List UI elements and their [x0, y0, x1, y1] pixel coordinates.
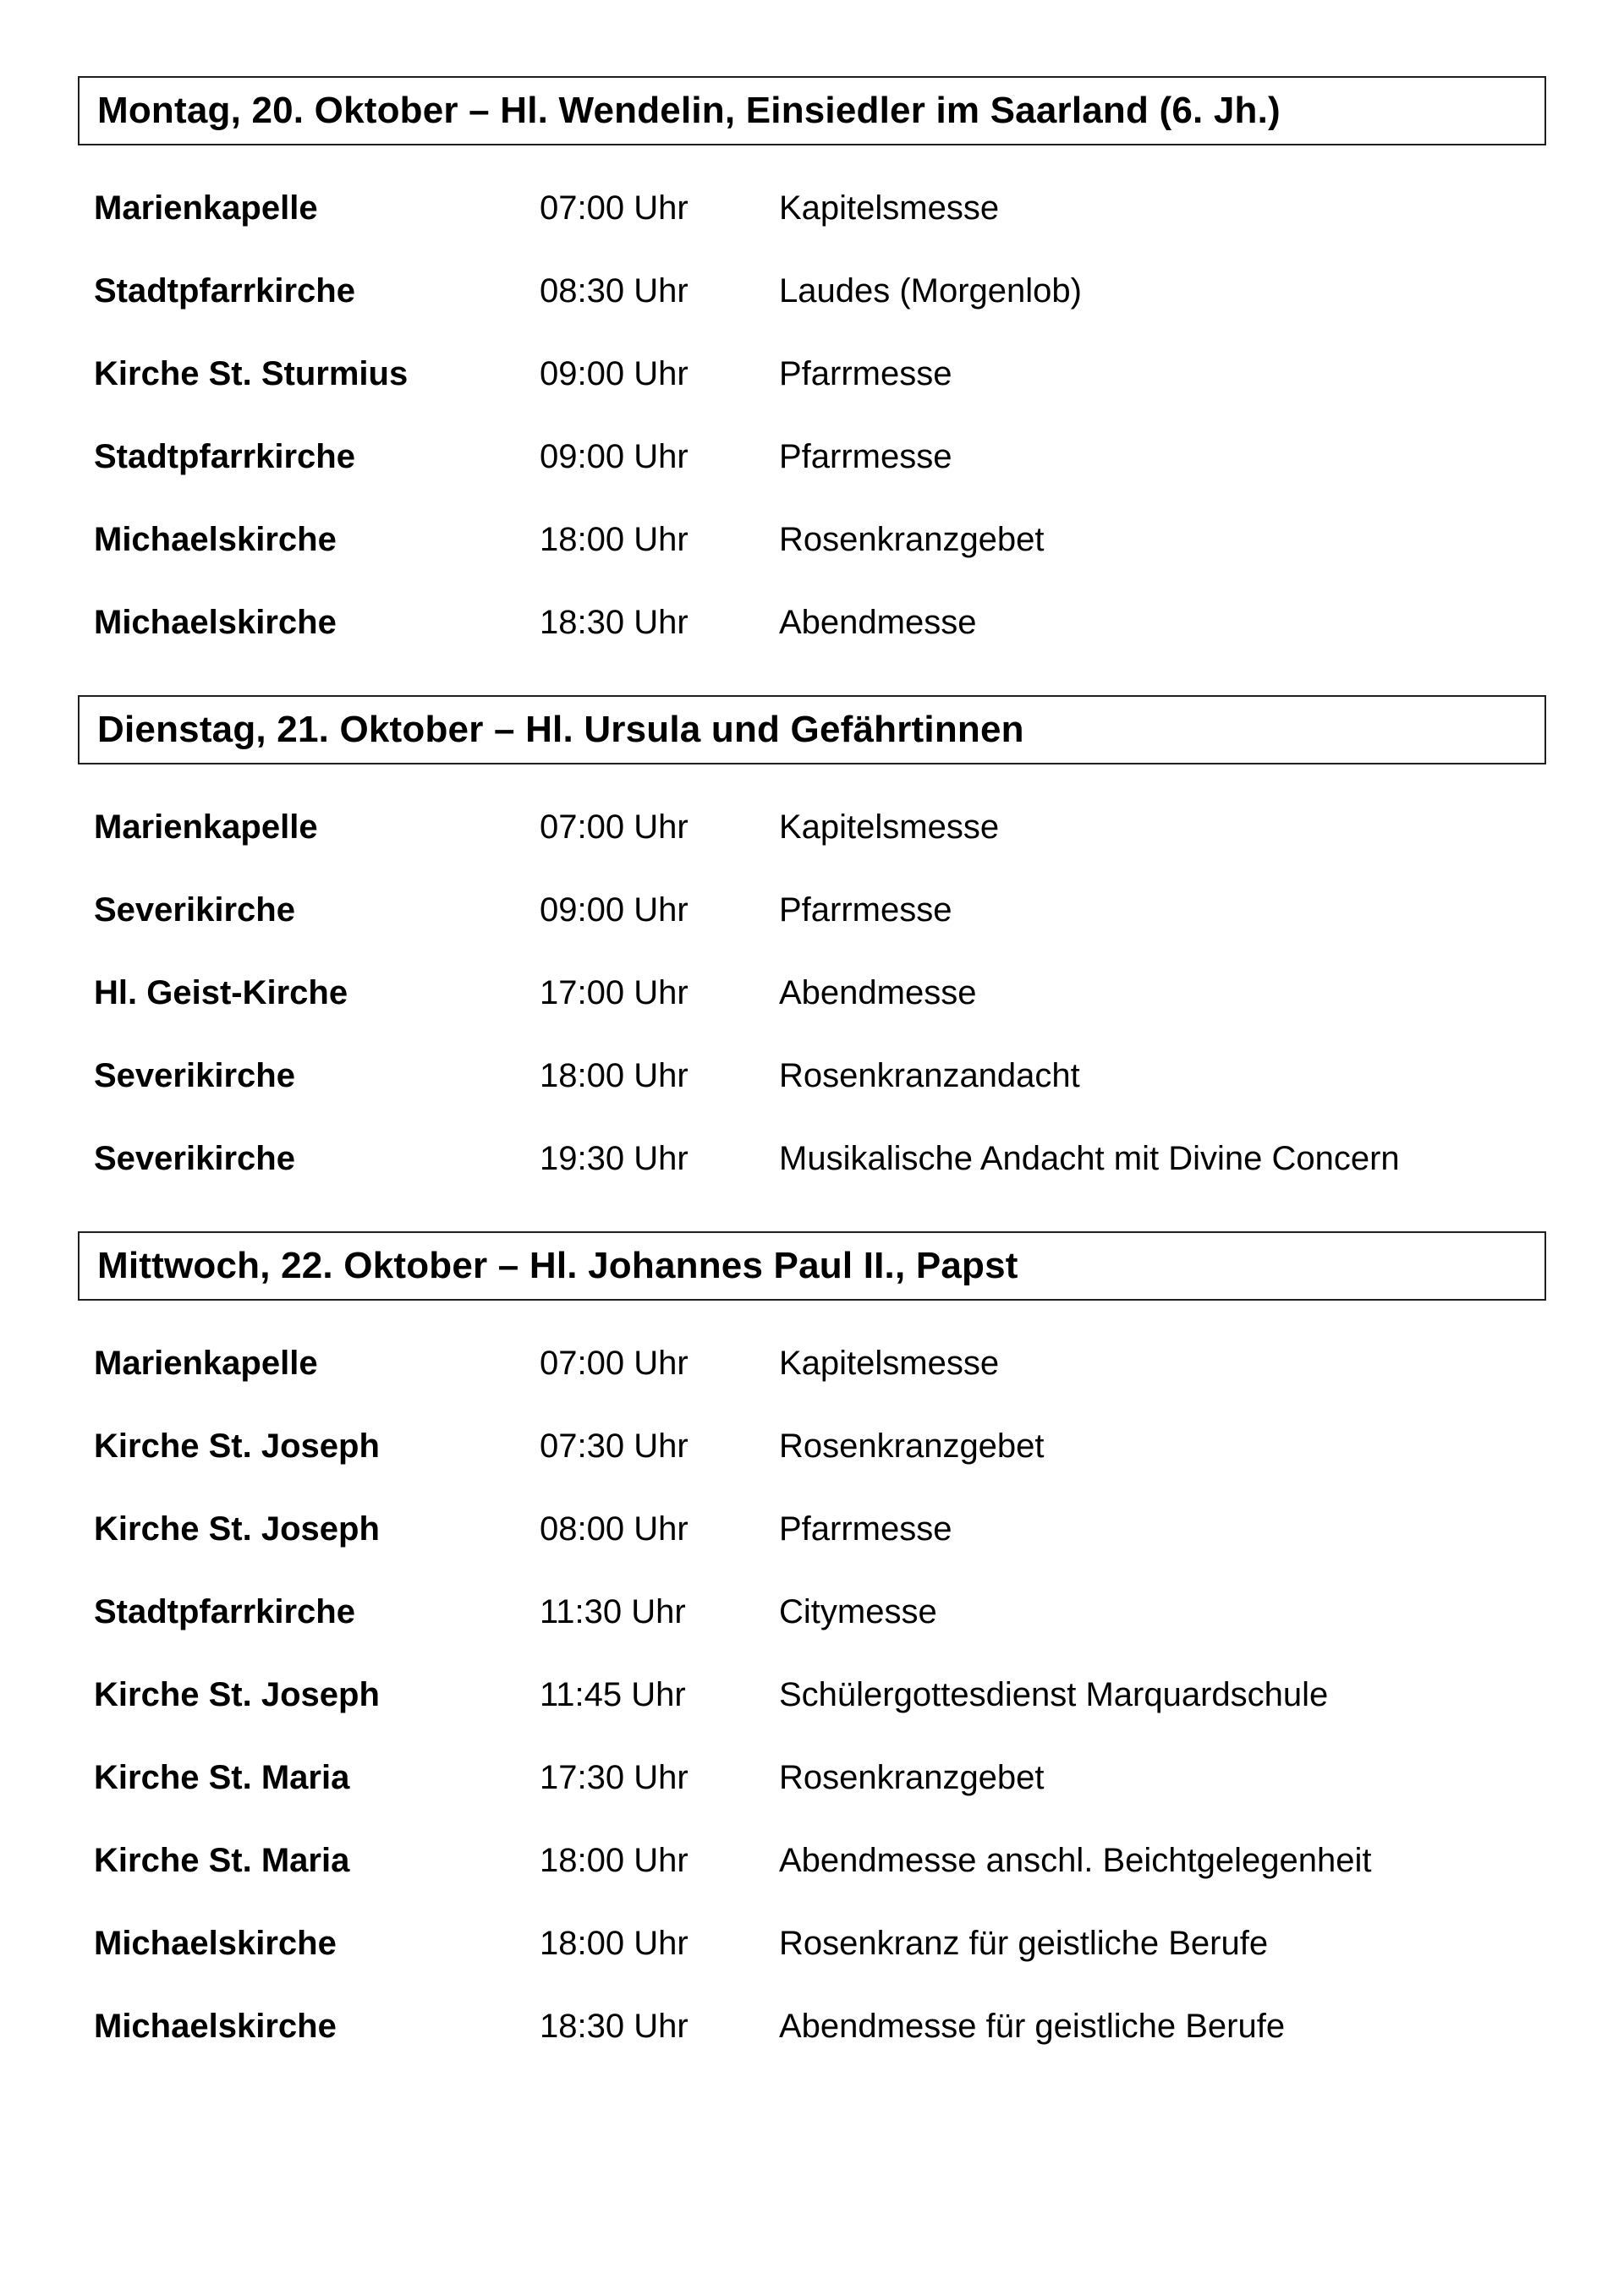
row-location: Kirche St. Maria: [94, 1759, 350, 1796]
section-montag: [78, 76, 1546, 685]
row-service: Rosenkranzgebet: [779, 1427, 1045, 1465]
row-time: 11:30 Uhr: [540, 1593, 686, 1630]
row-time: 09:00 Uhr: [540, 438, 689, 475]
row-location: Stadtpfarrkirche: [94, 1593, 355, 1630]
schedule-row: [94, 1426, 1546, 1509]
row-service: Pfarrmesse: [779, 438, 952, 475]
schedule-row: [94, 1343, 1546, 1426]
row-time: 07:30 Uhr: [540, 1427, 689, 1465]
schedule-row: [94, 436, 1546, 519]
row-time: 07:00 Uhr: [540, 808, 689, 846]
row-service: Laudes (Morgenlob): [779, 272, 1082, 310]
row-time: 18:00 Uhr: [540, 521, 689, 558]
row-location: Michaelskirche: [94, 604, 337, 641]
row-time: 17:30 Uhr: [540, 1759, 689, 1796]
schedule-row: [94, 890, 1546, 973]
row-time: 18:30 Uhr: [540, 604, 689, 641]
row-service: Pfarrmesse: [779, 1510, 952, 1548]
schedule-row: [94, 519, 1546, 602]
row-location: Kirche St. Maria: [94, 1842, 350, 1879]
row-service: Kapitelsmesse: [779, 808, 1000, 846]
row-location: Hl. Geist-Kirche: [94, 974, 348, 1011]
row-location: Stadtpfarrkirche: [94, 272, 355, 310]
row-time: 09:00 Uhr: [540, 891, 689, 929]
section-mittwoch: [78, 1231, 1546, 2089]
row-time: 18:00 Uhr: [540, 1842, 689, 1879]
schedule-row: [94, 1055, 1546, 1138]
row-service: Musikalische Andacht mit Divine Concern: [779, 1140, 1400, 1177]
row-time: 11:45 Uhr: [540, 1676, 686, 1713]
row-service: Kapitelsmesse: [779, 189, 1000, 227]
row-service: Rosenkranzandacht: [779, 1057, 1080, 1094]
row-location: Severikirche: [94, 1140, 295, 1177]
row-location: Michaelskirche: [94, 2008, 337, 2045]
section-header-box: [78, 695, 1546, 764]
row-location: Michaelskirche: [94, 1925, 337, 1962]
row-location: Marienkapelle: [94, 808, 318, 846]
section-title: Montag, 20. Oktober – Hl. Wendelin, Einsiedler im Saarland (6. Jh.): [97, 90, 1281, 131]
row-location: Severikirche: [94, 1057, 295, 1094]
schedule-row: [94, 973, 1546, 1055]
section-header-box: [78, 1231, 1546, 1301]
row-service: Schülergottesdienst Marquardschule: [779, 1676, 1329, 1713]
section-rows: [94, 1343, 1546, 2089]
schedule-row: [94, 271, 1546, 353]
row-time: 08:00 Uhr: [540, 1510, 689, 1548]
row-time: 17:00 Uhr: [540, 974, 689, 1011]
section-dienstag: [78, 695, 1546, 1221]
row-service: Pfarrmesse: [779, 891, 952, 929]
row-service: Abendmesse für geistliche Berufe: [779, 2008, 1286, 2045]
row-time: 18:00 Uhr: [540, 1925, 689, 1962]
row-service: Pfarrmesse: [779, 355, 952, 392]
row-time: 18:30 Uhr: [540, 2008, 689, 2045]
row-time: 08:30 Uhr: [540, 272, 689, 310]
row-service: Rosenkranzgebet: [779, 521, 1045, 558]
schedule-row: [94, 353, 1546, 436]
schedule-row: [94, 1509, 1546, 1592]
row-location: Kirche St. Joseph: [94, 1510, 380, 1548]
row-time: 18:00 Uhr: [540, 1057, 689, 1094]
row-service: Abendmesse: [779, 974, 977, 1011]
section-header-box: [78, 76, 1546, 145]
row-location: Stadtpfarrkirche: [94, 438, 355, 475]
row-location: Severikirche: [94, 891, 295, 929]
schedule-row: [94, 1674, 1546, 1757]
row-location: Kirche St. Joseph: [94, 1427, 380, 1465]
row-service: Abendmesse anschl. Beichtgelegenheit: [779, 1842, 1372, 1879]
schedule-row: [94, 2006, 1546, 2089]
schedule-row: [94, 602, 1546, 685]
row-service: Kapitelsmesse: [779, 1345, 1000, 1382]
row-service: Citymesse: [779, 1593, 937, 1630]
schedule-row: [94, 1923, 1546, 2006]
row-time: 07:00 Uhr: [540, 1345, 689, 1382]
row-location: Michaelskirche: [94, 521, 337, 558]
schedule-row: [94, 1840, 1546, 1923]
row-time: 19:30 Uhr: [540, 1140, 689, 1177]
schedule-row: [94, 807, 1546, 890]
row-service: Abendmesse: [779, 604, 977, 641]
row-location: Marienkapelle: [94, 1345, 318, 1382]
section-rows: [94, 807, 1546, 1221]
schedule-row: [94, 1138, 1546, 1221]
row-location: Kirche St. Joseph: [94, 1676, 380, 1713]
row-location: Marienkapelle: [94, 189, 318, 227]
section-title: Mittwoch, 22. Oktober – Hl. Johannes Paul II., Papst: [97, 1245, 1018, 1286]
row-time: 09:00 Uhr: [540, 355, 689, 392]
row-service: Rosenkranzgebet: [779, 1759, 1045, 1796]
row-location: Kirche St. Sturmius: [94, 355, 409, 392]
schedule-row: [94, 1757, 1546, 1840]
row-service: Rosenkranz für geistliche Berufe: [779, 1925, 1269, 1962]
schedule-row: [94, 188, 1546, 271]
section-title: Dienstag, 21. Oktober – Hl. Ursula und Gefährtinnen: [97, 709, 1024, 750]
section-rows: [94, 188, 1546, 685]
schedule-row: [94, 1592, 1546, 1674]
row-time: 07:00 Uhr: [540, 189, 689, 227]
